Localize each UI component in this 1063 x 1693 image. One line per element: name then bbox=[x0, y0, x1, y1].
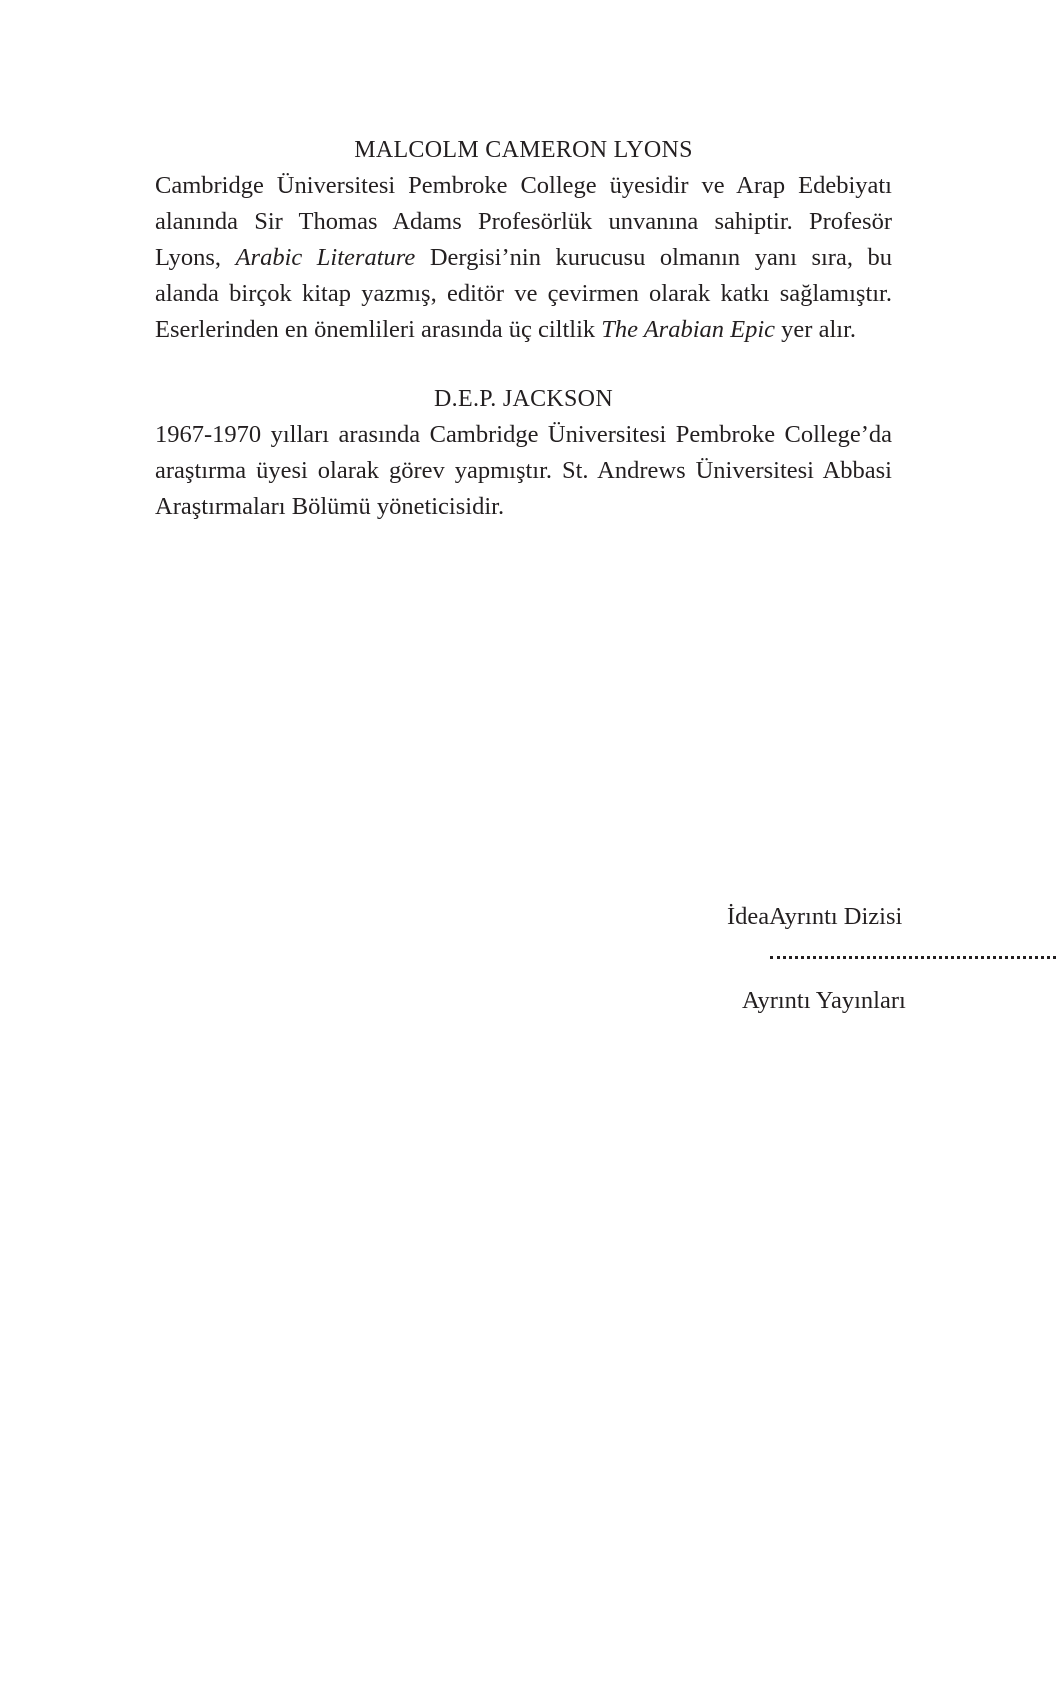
author-bios bbox=[155, 132, 892, 525]
bio-text: yer alır. bbox=[775, 316, 856, 343]
series-name: İdeaAyrıntı Dizisi bbox=[727, 903, 903, 930]
author-bio: 1967-1970 yılları arasında Cambridge Üniversitesi Pembroke College’da araştırma üyesi olarak görev yapmıştır. St. Andrews Üniversitesi Abbasi Araştırmaları Bölümü yöneticisidir. bbox=[155, 421, 892, 520]
bio-text: Dergisi’nin kurucusu olmanın yanı sıra, bu alanda birçok kitap yazmış, editör ve çevirmen olarak katkı sağlamıştır. Eserlerinden en önemlileri arasında üç ciltlik bbox=[155, 244, 892, 343]
author-name: MALCOLM CAMERON LYONS bbox=[354, 137, 693, 163]
author-block-lyons bbox=[155, 132, 892, 348]
bio-text: Cambridge Üniversitesi Pembroke College üyesidir ve Arap Edebiyatı alanında Sir Thomas Adams Profesörlük unvanına sahiptir. Profesör Lyons, bbox=[155, 172, 892, 271]
journal-title: Arabic Literature bbox=[235, 244, 416, 271]
author-bio bbox=[155, 168, 892, 348]
publisher-name: Ayrıntı Yayınları bbox=[742, 987, 906, 1014]
author-name: D.E.P. JACKSON bbox=[434, 386, 613, 412]
dotted-divider bbox=[770, 956, 1056, 959]
author-block-jackson bbox=[155, 381, 892, 525]
book-title: The Arabian Epic bbox=[601, 316, 776, 343]
